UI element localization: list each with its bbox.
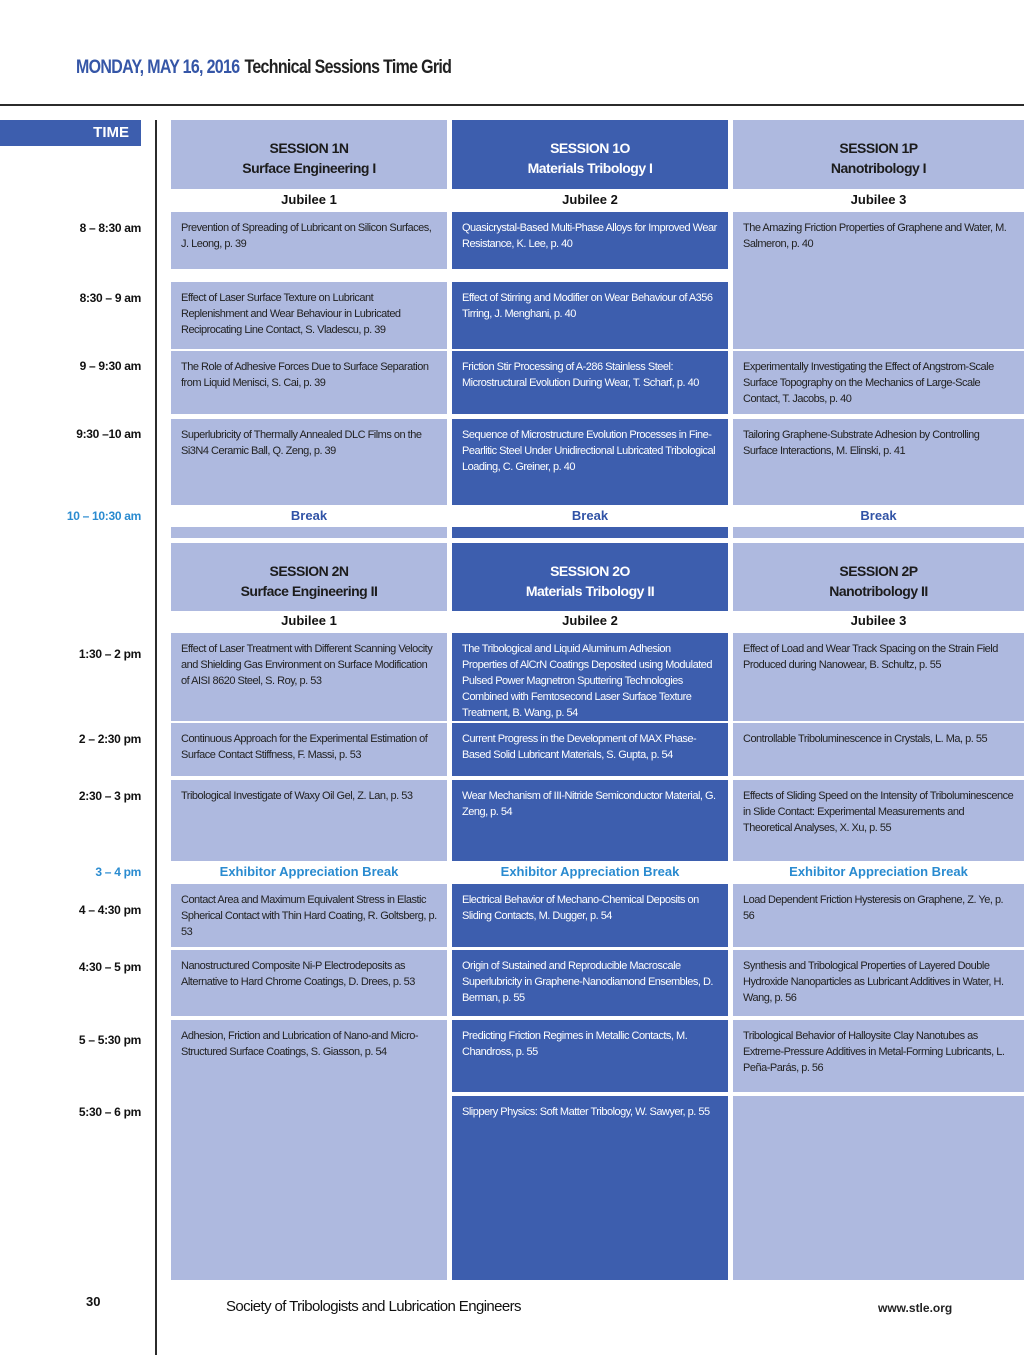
session-name: Nanotribology I [830,160,927,176]
session-code: SESSION 2N [269,563,349,579]
talk-cell[interactable]: Tribological Investigate of Waxy Oil Gel, Z. Lan, p. 53 [171,780,447,861]
time-slot: 9:30 –10 am [76,427,141,441]
page-number: 30 [86,1294,101,1309]
time-slot: 8:30 – 9 am [79,291,141,305]
time-column-header: TIME [0,120,141,146]
session-name: Materials Tribology I [527,160,653,176]
talk-cell[interactable]: The Amazing Friction Properties of Graphene and Water, M. Salmeron, p. 40 [733,212,1024,349]
talk-cell[interactable]: Prevention of Spreading of Lubricant on Silicon Surfaces, J. Leong, p. 39 [171,212,447,269]
talk-cell[interactable]: Current Progress in the Development of MAX Phase-Based Solid Lubricant Materials, S. Gupta, p. 54 [452,723,728,776]
talk-cell[interactable]: Synthesis and Tribological Properties of Layered Double Hydroxide Nanoparticles as Lubricant Additives in Water, H. Wang, p. 56 [733,950,1024,1016]
session-header-2p [733,543,1024,611]
room-label: Jubilee 2 [562,192,618,207]
talk-cell[interactable]: Tailoring Graphene-Substrate Adhesion by Controlling Surface Interactions, M. Elinski, p. 41 [733,419,1024,505]
break-bar [171,527,447,538]
talk-cell[interactable]: Effect of Load and Wear Track Spacing on the Strain Field Produced during Nanowear, B. Schultz, p. 55 [733,633,1024,721]
session-code: SESSION 2O [550,563,630,579]
session-name: Surface Engineering I [242,160,376,176]
exhibitor-break-label: Exhibitor Appreciation Break [500,864,680,879]
time-slot-break: 10 – 10:30 am [66,509,141,523]
page-heading: Technical Sessions Time Grid [244,57,452,78]
talk-cell[interactable]: The Tribological and Liquid Aluminum Adhesion Properties of AlCrN Coatings Deposited using Modulated Pulsed Power Magnetron Sputtering Technologies Combined with Femtosecond Laser Surface Texture Treatment, B. Wang, p. 54 [452,633,728,721]
talk-cell[interactable]: Experimentally Investigating the Effect of Angstrom-Scale Surface Topography on the Mechanics of Large-Scale Contact, T. Jacobs, p. 40 [733,351,1024,414]
break-label: Break [860,508,897,523]
talk-cell[interactable]: Tribological Behavior of Halloysite Clay Nanotubes as Extreme-Pressure Additives in Metal-Forming Lubricants, L. Peña-Parás, p. 56 [733,1020,1024,1092]
talk-cell[interactable]: Electrical Behavior of Mechano-Chemical Deposits on Sliding Contacts, M. Dugger, p. 54 [452,884,728,947]
talk-cell[interactable]: Effect of Stirring and Modifier on Wear Behaviour of A356 Tirring, J. Menghani, p. 40 [452,282,728,349]
exhibitor-break-label: Exhibitor Appreciation Break [789,864,968,879]
time-slot: 2 – 2:30 pm [78,732,141,746]
room-label: Jubilee 3 [850,192,907,207]
talk-cell[interactable]: The Role of Adhesive Forces Due to Surface Separation from Liquid Menisci, S. Cai, p. 39 [171,351,447,414]
talk-cell[interactable]: Contact Area and Maximum Equivalent Stress in Elastic Spherical Contact with Thin Hard Coating, R. Goltsberg, p. 53 [171,884,447,947]
talk-cell[interactable]: Wear Mechanism of III-Nitride Semiconductor Material, G. Zeng, p. 54 [452,780,728,861]
talk-cell[interactable]: Sequence of Microstructure Evolution Processes in Fine-Pearlitic Steel Under Unidirectional Lubricated Tribological Loading, C. Greiner, p. 40 [452,419,728,505]
break-label: Break [290,508,328,523]
footer-url[interactable]: www.stle.org [878,1301,953,1315]
time-slot-break: 3 – 4 pm [95,865,141,879]
session-header-2n [171,543,447,611]
talk-cell[interactable]: Quasicrystal-Based Multi-Phase Alloys for Improved Wear Resistance, K. Lee, p. 40 [452,212,728,269]
talk-cell[interactable]: Continuous Approach for the Experimental Estimation of Surface Contact Stiffness, F. Massi, p. 53 [171,723,447,776]
room-label: Jubilee 3 [850,613,907,628]
time-column-divider [155,120,157,1355]
page-date: MONDAY, MAY 16, 2016 [76,57,240,78]
exhibitor-break-label: Exhibitor Appreciation Break [219,864,399,879]
session-name: Surface Engineering II [240,583,378,599]
break-label: Break [571,508,609,523]
talk-cell[interactable]: Effects of Sliding Speed on the Intensity of Triboluminescence in Slide Contact: Experimental Measurements and Theoretical Analyses, X. Xu, p. 55 [733,780,1024,861]
session-header-1p [733,120,1024,189]
talk-cell[interactable]: Friction Stir Processing of A-286 Stainless Steel: Microstructural Evolution During Wear, T. Scharf, p. 40 [452,351,728,414]
session-name: Nanotribology II [829,583,928,599]
time-slot: 5 – 5:30 pm [78,1033,141,1047]
session-code: SESSION 2P [839,563,918,579]
talk-cell[interactable]: Effect of Laser Surface Texture on Lubricant Replenishment and Wear Behaviour in Lubricated Reciprocating Line Contact, S. Vladescu, p. 39 [171,282,447,349]
room-label: Jubilee 1 [281,192,337,207]
header-divider [0,104,1024,106]
session-code: SESSION 1P [839,140,918,156]
time-slot: 4:30 – 5 pm [78,960,141,974]
session-header-2o [452,543,728,611]
talk-cell[interactable]: Nanostructured Composite Ni-P Electrodeposits as Alternative to Hard Chrome Coatings, D. Drees, p. 53 [171,950,447,1016]
time-slot: 9 – 9:30 am [79,359,141,373]
talk-cell[interactable]: Predicting Friction Regimes in Metallic Contacts, M. Chandross, p. 55 [452,1020,728,1092]
footer-organization: Society of Tribologists and Lubrication Engineers [226,1298,521,1315]
break-bar [452,527,728,538]
break-bar [733,527,1024,538]
talk-cell[interactable]: Controllable Triboluminescence in Crystals, L. Ma, p. 55 [733,723,1024,776]
time-slot: 2:30 – 3 pm [78,789,141,803]
talk-cell[interactable]: Load Dependent Friction Hysteresis on Graphene, Z. Ye, p. 56 [733,884,1024,947]
talk-cell[interactable]: Effect of Laser Treatment with Different Scanning Velocity and Shielding Gas Environment on Surface Modification of AISI 8620 Steel, S. Roy, p. 53 [171,633,447,721]
session-code: SESSION 1N [269,140,349,156]
session-header-1o [452,120,728,189]
talk-cell[interactable]: Adhesion, Friction and Lubrication of Nano-and Micro-Structured Surface Coatings, S. Giasson, p. 54 [171,1020,447,1280]
room-label: Jubilee 1 [281,613,337,628]
session-code: SESSION 1O [550,140,630,156]
talk-cell[interactable]: Origin of Sustained and Reproducible Macroscale Superlubricity in Graphene-Nanodiamond Ensembles, D. Berman, p. 55 [452,950,728,1016]
talk-cell[interactable]: Slippery Physics: Soft Matter Tribology, W. Sawyer, p. 55 [452,1096,728,1280]
time-slot: 4 – 4:30 pm [78,903,141,917]
empty-cell [733,1096,1024,1280]
session-name: Materials Tribology II [525,583,655,599]
talk-cell[interactable]: Superlubricity of Thermally Annealed DLC Films on the Si3N4 Ceramic Ball, Q. Zeng, p. 39 [171,419,447,505]
room-label: Jubilee 2 [562,613,618,628]
page-title [76,57,451,79]
time-slot: 1:30 – 2 pm [78,647,141,661]
time-slot: 8 – 8:30 am [79,221,141,235]
session-header-1n [171,120,447,189]
time-slot: 5:30 – 6 pm [78,1105,141,1119]
